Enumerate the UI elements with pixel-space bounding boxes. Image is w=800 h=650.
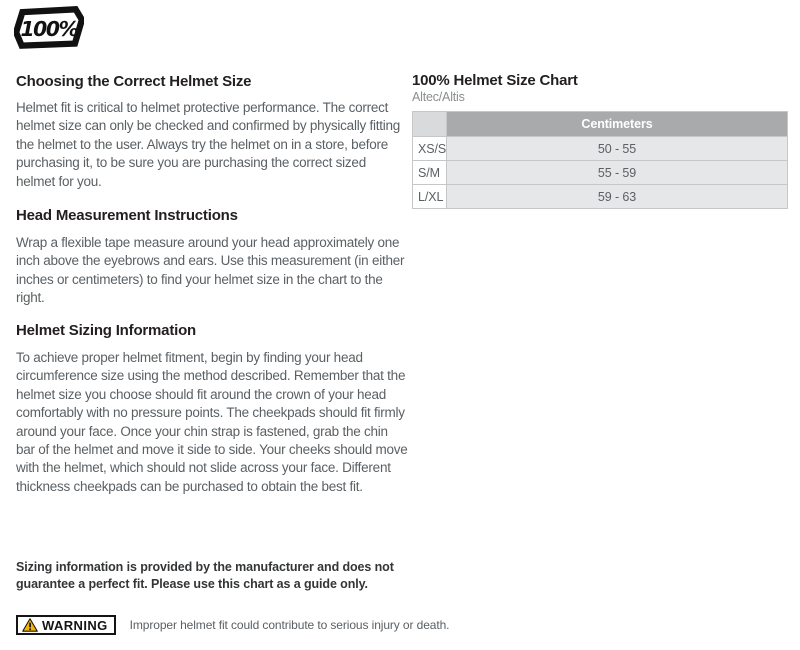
table-corner-cell: [413, 112, 447, 137]
size-label-cell: L/XL: [413, 185, 447, 209]
size-chart-title: 100% Helmet Size Chart: [412, 72, 578, 89]
centimeters-value-cell: 59 - 63: [447, 185, 788, 209]
helmet-size-table: [412, 111, 788, 209]
manufacturer-disclaimer: Sizing information is provided by the manufacturer and does not guarantee a perfect fit. Please use this chart as a guide only.: [16, 560, 394, 591]
size-label-cell: XS/S: [413, 137, 447, 161]
section-heading-sizing-information: Helmet Sizing Information: [16, 322, 197, 339]
size-label-cell: S/M: [413, 161, 447, 185]
table-row: [413, 137, 788, 161]
table-header-row: [413, 112, 788, 137]
table-row: [413, 161, 788, 185]
centimeters-value-cell: 50 - 55: [447, 137, 788, 161]
table-row: [413, 185, 788, 209]
size-chart-model-subtitle: Altec/Altis: [412, 90, 465, 104]
section-body-sizing-information: To achieve proper helmet fitment, begin by finding your head circumference size using the method described. Remember that the helmet size you choose should fit around the crown of your head comfortably with no pressure points. The cheekpads should fit firmly around your face. Once your chin strap is fastened, grab the chin bar of the helmet and move it side to side. Your cheeks should move with the helmet, which should not slide across your face. Different thickness cheekpads can be purchased to obtain the best fit.: [16, 350, 408, 494]
warning-text: Improper helmet fit could contribute to serious injury or death.: [129, 618, 450, 632]
section-heading-head-measurement: Head Measurement Instructions: [16, 207, 238, 224]
centimeters-value-cell: 55 - 59: [447, 161, 788, 185]
warning-badge-label: WARNING: [42, 617, 108, 633]
section-heading-choosing-size: Choosing the Correct Helmet Size: [16, 73, 252, 90]
logo-text: 100%: [20, 16, 78, 41]
section-body-choosing-size: Helmet fit is critical to helmet protective performance. The correct helmet size can only be checked and confirmed by physically fitting the helmet to the user. Always try the helmet on in a store, before purchasing it, to be sure you are purchasing the correct sized helmet for you.: [16, 100, 400, 189]
warning-triangle-icon: [22, 618, 38, 632]
100-percent-logo-icon: [14, 6, 84, 49]
warning-badge: [16, 615, 116, 635]
column-header-centimeters: Centimeters: [447, 112, 788, 137]
safety-warning: [16, 615, 449, 635]
section-body-head-measurement: Wrap a flexible tape measure around your head approximately one inch above the eyebrows and ears. Use this measurement (in either inches or centimeters) to find your helmet size in the chart to the right.: [16, 235, 405, 306]
